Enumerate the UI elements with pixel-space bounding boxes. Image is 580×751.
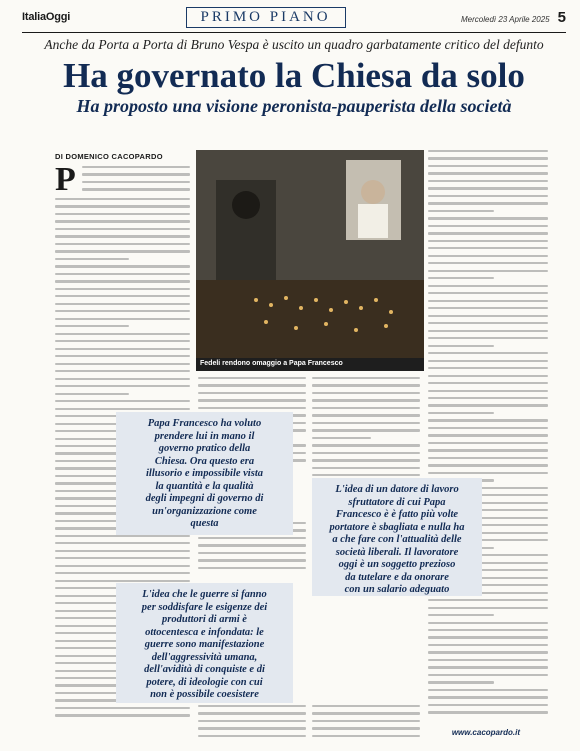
text-line-placeholder bbox=[55, 250, 190, 252]
pullquote-3-line: con un salario adeguato bbox=[344, 584, 450, 595]
text-line-placeholder bbox=[428, 434, 548, 436]
text-line-placeholder bbox=[428, 255, 548, 257]
text-line-placeholder bbox=[312, 444, 420, 446]
byline: DI DOMENICO CACOPARDO bbox=[55, 152, 163, 161]
text-line-placeholder bbox=[55, 220, 190, 222]
text-line-placeholder bbox=[198, 567, 306, 569]
pullquote-3-line: L'idea di un datore di lavoro bbox=[335, 484, 459, 495]
text-line-placeholder bbox=[428, 599, 548, 601]
photo-illustration bbox=[196, 150, 424, 358]
article-column-3-text-bottom bbox=[312, 705, 420, 745]
text-line-placeholder bbox=[55, 243, 190, 245]
text-line-placeholder bbox=[82, 181, 190, 183]
text-line-placeholder bbox=[428, 390, 548, 392]
text-line-placeholder bbox=[55, 228, 190, 230]
pullquote-1 bbox=[116, 412, 293, 535]
pullquote-1-line: questa bbox=[190, 518, 219, 529]
text-line-placeholder bbox=[428, 636, 548, 638]
text-line-placeholder bbox=[428, 315, 548, 317]
text-line-placeholder bbox=[428, 651, 548, 653]
text-line-placeholder bbox=[312, 735, 420, 737]
text-line-placeholder bbox=[55, 258, 129, 260]
text-line-placeholder bbox=[312, 452, 420, 454]
pullquote-2-line: non è possibile coesistere bbox=[150, 689, 259, 700]
text-line-placeholder bbox=[312, 414, 420, 416]
text-line-placeholder bbox=[55, 265, 190, 267]
text-line-placeholder bbox=[428, 696, 548, 698]
text-line-placeholder bbox=[55, 280, 190, 282]
date-and-page bbox=[461, 9, 566, 26]
article-column-5-text bbox=[428, 150, 548, 725]
text-line-placeholder bbox=[428, 150, 548, 152]
issue-date: Mercoledì 23 Aprile 2025 bbox=[460, 14, 550, 24]
text-line-placeholder bbox=[312, 727, 420, 729]
pullquote-1-line: un'organizzazione come bbox=[152, 505, 257, 517]
pullquote-3 bbox=[312, 478, 482, 596]
text-line-placeholder bbox=[55, 340, 190, 342]
pullquote-2-line: produttori di armi è bbox=[162, 614, 247, 625]
text-line-placeholder bbox=[428, 322, 548, 324]
text-line-placeholder bbox=[428, 277, 494, 279]
text-line-placeholder bbox=[428, 330, 548, 332]
text-line-placeholder bbox=[428, 232, 548, 234]
text-line-placeholder bbox=[198, 720, 306, 722]
text-line-placeholder bbox=[428, 240, 548, 242]
text-line-placeholder bbox=[55, 565, 190, 567]
text-line-placeholder bbox=[312, 392, 420, 394]
text-line-placeholder bbox=[55, 235, 190, 237]
text-line-placeholder bbox=[312, 474, 420, 476]
page-number: 5 bbox=[557, 8, 566, 26]
text-line-placeholder bbox=[55, 370, 190, 372]
text-line-placeholder bbox=[82, 188, 190, 190]
section-label: PRIMO PIANO bbox=[186, 7, 346, 28]
text-line-placeholder bbox=[428, 262, 548, 264]
text-line-placeholder bbox=[312, 384, 420, 386]
text-line-placeholder bbox=[55, 198, 190, 200]
text-line-placeholder bbox=[55, 580, 190, 582]
photo-caption: Fedeli rendono omaggio a Papa Francesco bbox=[196, 358, 424, 371]
pullquote-3-line: portatore è sbagliata e nulla ha bbox=[329, 521, 465, 533]
text-line-placeholder bbox=[428, 449, 548, 451]
text-line-placeholder bbox=[55, 542, 190, 544]
text-line-placeholder bbox=[55, 408, 190, 410]
pullquote-2-line: per soddisfare le esigenze dei bbox=[141, 601, 268, 613]
text-line-placeholder bbox=[312, 459, 420, 461]
text-line-placeholder bbox=[55, 714, 190, 716]
text-line-placeholder bbox=[428, 187, 548, 189]
masthead bbox=[22, 6, 566, 28]
text-line-placeholder bbox=[428, 210, 494, 212]
newspaper-logo: ItaliaOggi bbox=[22, 11, 71, 23]
pullquote-2-line: dell'aggressività umana, bbox=[151, 651, 258, 663]
pullquote-3-line: Francesco è è fatto più volte bbox=[335, 509, 459, 520]
text-line-placeholder bbox=[55, 393, 129, 395]
text-line-placeholder bbox=[55, 318, 190, 320]
text-line-placeholder bbox=[428, 704, 548, 706]
text-line-placeholder bbox=[55, 535, 190, 537]
text-line-placeholder bbox=[312, 705, 420, 707]
text-line-placeholder bbox=[198, 384, 306, 386]
text-line-placeholder bbox=[198, 559, 306, 561]
text-line-placeholder bbox=[198, 399, 306, 401]
text-line-placeholder bbox=[428, 659, 548, 661]
text-line-placeholder bbox=[428, 629, 548, 631]
pullquote-2-line: guerre sono manifestazione bbox=[144, 639, 265, 650]
text-line-placeholder bbox=[428, 472, 548, 474]
text-line-placeholder bbox=[428, 681, 494, 683]
text-line-placeholder bbox=[428, 300, 548, 302]
text-line-placeholder bbox=[312, 399, 420, 401]
text-line-placeholder bbox=[55, 333, 190, 335]
text-line-placeholder bbox=[428, 337, 548, 339]
text-line-placeholder bbox=[428, 622, 548, 624]
text-line-placeholder bbox=[312, 377, 420, 379]
pullquote-2 bbox=[116, 583, 293, 703]
pullquote-1-line: governo pratico della bbox=[158, 443, 251, 454]
text-line-placeholder bbox=[82, 173, 190, 175]
text-line-placeholder bbox=[82, 166, 190, 168]
text-line-placeholder bbox=[428, 666, 548, 668]
text-line-placeholder bbox=[428, 247, 548, 249]
pullquote-2-line: L'idea che le guerre si fanno bbox=[142, 589, 267, 600]
text-line-placeholder bbox=[428, 292, 548, 294]
text-line-placeholder bbox=[312, 467, 420, 469]
text-line-placeholder bbox=[55, 363, 190, 365]
text-line-placeholder bbox=[312, 437, 371, 439]
text-line-placeholder bbox=[428, 442, 548, 444]
text-line-placeholder bbox=[428, 172, 548, 174]
pullquote-3-line: sfruttatore di cui Papa bbox=[348, 496, 446, 508]
text-line-placeholder bbox=[428, 711, 548, 713]
text-line-placeholder bbox=[428, 674, 548, 676]
text-line-placeholder bbox=[55, 273, 190, 275]
kicker: Anche da Porta a Porta di Bruno Vespa è uscito un quadro garbatamente critico del defunto bbox=[44, 37, 544, 52]
text-line-placeholder bbox=[198, 735, 306, 737]
text-line-placeholder bbox=[55, 288, 190, 290]
text-line-placeholder bbox=[428, 464, 548, 466]
text-line-placeholder bbox=[428, 165, 548, 167]
text-line-placeholder bbox=[312, 422, 420, 424]
article-photo bbox=[196, 150, 424, 358]
text-line-placeholder bbox=[428, 345, 494, 347]
text-line-placeholder bbox=[428, 217, 548, 219]
text-line-placeholder bbox=[55, 385, 190, 387]
pullquote-1-line: la quantità e la qualità bbox=[155, 480, 254, 492]
pullquote-2-line: dell'avidità di conquiste e di bbox=[144, 664, 265, 675]
text-line-placeholder bbox=[428, 307, 548, 309]
text-line-placeholder bbox=[198, 537, 306, 539]
text-line-placeholder bbox=[198, 544, 306, 546]
pullquote-1-line: Papa Francesco ha voluto bbox=[147, 418, 262, 429]
text-line-placeholder bbox=[428, 285, 548, 287]
text-line-placeholder bbox=[198, 392, 306, 394]
pullquote-1-line: degli impegni di governo di bbox=[145, 493, 264, 504]
text-line-placeholder bbox=[55, 557, 190, 559]
text-line-placeholder bbox=[55, 550, 190, 552]
text-line-placeholder bbox=[55, 310, 190, 312]
author-website-link[interactable]: www.cacopardo.it bbox=[451, 728, 520, 737]
pullquote-2-line: ottocentesca e infondata: le bbox=[145, 626, 264, 638]
text-line-placeholder bbox=[55, 355, 190, 357]
text-line-placeholder bbox=[198, 407, 306, 409]
text-line-placeholder bbox=[428, 457, 548, 459]
text-line-placeholder bbox=[55, 325, 129, 327]
text-line-placeholder bbox=[198, 377, 306, 379]
pullquote-3-line: oggi è un soggetto prezioso bbox=[338, 559, 456, 570]
pullquote-2-line: potere, di ideologie con cui bbox=[146, 676, 263, 688]
text-line-placeholder bbox=[198, 705, 306, 707]
text-line-placeholder bbox=[55, 348, 190, 350]
text-line-placeholder bbox=[428, 404, 548, 406]
text-line-placeholder bbox=[428, 607, 548, 609]
text-line-placeholder bbox=[428, 352, 548, 354]
text-line-placeholder bbox=[198, 712, 306, 714]
text-line-placeholder bbox=[428, 367, 548, 369]
text-line-placeholder bbox=[428, 202, 548, 204]
text-line-placeholder bbox=[55, 572, 190, 574]
article-column-1-text bbox=[82, 166, 190, 198]
text-line-placeholder bbox=[428, 195, 548, 197]
pullquote-1-line: Chiesa. Ora questo era bbox=[154, 455, 255, 467]
text-line-placeholder bbox=[55, 213, 190, 215]
text-line-placeholder bbox=[428, 419, 548, 421]
pullquote-1-line: illusorio e impossibile vista bbox=[146, 468, 263, 479]
text-line-placeholder bbox=[428, 689, 548, 691]
text-line-placeholder bbox=[428, 397, 548, 399]
drop-cap: P bbox=[55, 161, 76, 198]
text-line-placeholder bbox=[428, 644, 548, 646]
text-line-placeholder bbox=[428, 375, 548, 377]
pullquote-3-line: a che fare con l'attualità delle bbox=[332, 534, 462, 545]
text-line-placeholder bbox=[55, 205, 190, 207]
text-line-placeholder bbox=[428, 412, 494, 414]
text-line-placeholder bbox=[55, 707, 190, 709]
pullquote-1-line: prendere lui in mano il bbox=[154, 430, 255, 442]
text-line-placeholder bbox=[428, 270, 548, 272]
text-line-placeholder bbox=[312, 429, 420, 431]
text-line-placeholder bbox=[428, 427, 548, 429]
text-line-placeholder bbox=[312, 407, 420, 409]
text-line-placeholder bbox=[428, 614, 494, 616]
text-line-placeholder bbox=[428, 157, 548, 159]
article-column-2-text-bottom bbox=[198, 705, 306, 745]
text-line-placeholder bbox=[312, 720, 420, 722]
text-line-placeholder bbox=[55, 400, 190, 402]
text-line-placeholder bbox=[198, 552, 306, 554]
headline: Ha governato la Chiesa da solo bbox=[63, 56, 525, 95]
text-line-placeholder bbox=[428, 225, 548, 227]
text-line-placeholder bbox=[312, 712, 420, 714]
text-line-placeholder bbox=[428, 382, 548, 384]
subheadline: Ha proposto una visione peronista-pauperista della società bbox=[76, 96, 512, 116]
pullquote-3-line: da tutelare e da onorare bbox=[345, 571, 449, 583]
text-line-placeholder bbox=[55, 303, 190, 305]
text-line-placeholder bbox=[428, 180, 548, 182]
pullquote-3-line: società liberali. Il lavoratore bbox=[335, 546, 459, 558]
text-line-placeholder bbox=[55, 295, 190, 297]
text-line-placeholder bbox=[198, 727, 306, 729]
text-line-placeholder bbox=[428, 360, 548, 362]
text-line-placeholder bbox=[55, 378, 190, 380]
masthead-rule bbox=[22, 32, 566, 33]
